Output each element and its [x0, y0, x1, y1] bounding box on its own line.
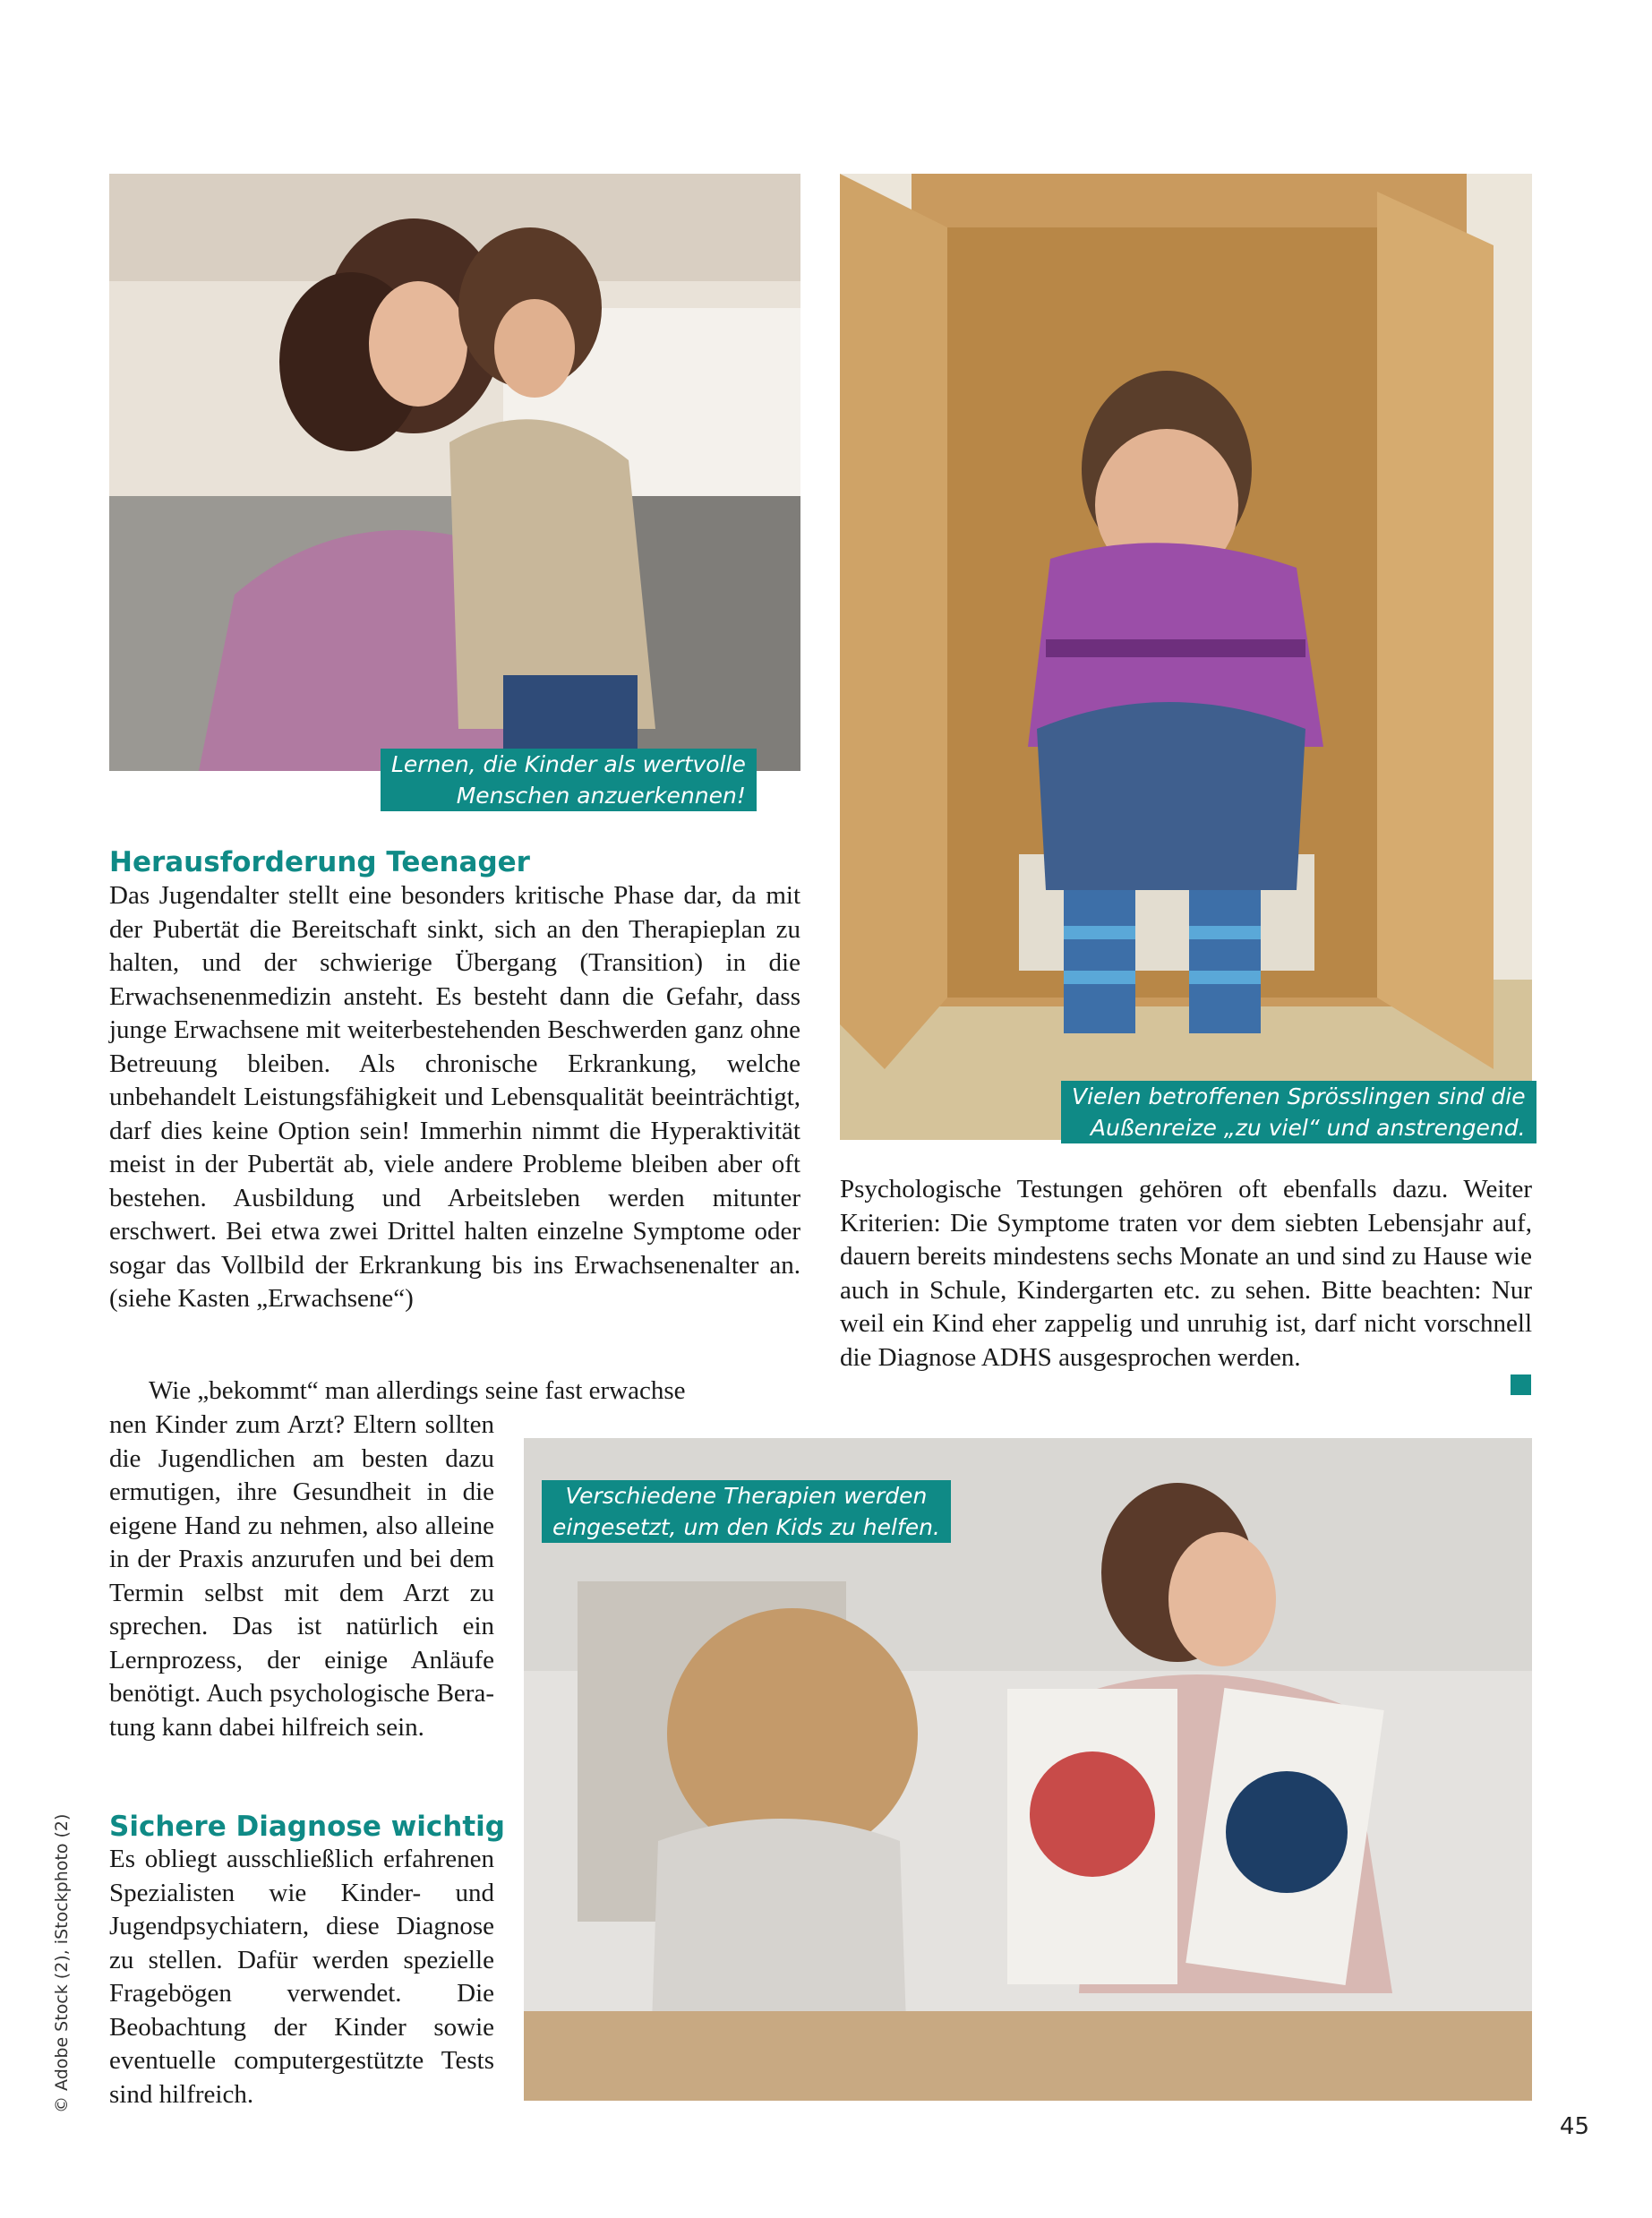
caption-line: eingesetzt, um den Kids zu helfen. [552, 1514, 940, 1540]
caption-mother [381, 749, 757, 811]
heading-teenager: Herausforderung Teenager [109, 846, 530, 878]
para2-start: Wie „bekommt“ man allerdings seine fast erwachse [149, 1376, 686, 1405]
caption-line: Vielen betroffenen Sprösslingen sind die [1072, 1083, 1526, 1109]
caption-therapy [542, 1480, 951, 1543]
heading-diagnosis: Sichere Diagnose wichtig [109, 1811, 505, 1843]
end-mark [1511, 1374, 1531, 1395]
body-teenager-para2-narrow: nen Kinder zum Arzt? Eltern sollten die Jugendlichen am besten dazu ermutigen, ihre Gesundheit in die eigene Hand zu nehmen, also alleine in der Praxis anzurufen und bei dem Termin selbst mit dem Arzt zu sprechen. Das ist natürlich ein Lernprozess, der einige Anläufe benötigt. Auch psychologische Beratung kann dabei hilfreich sein. [109, 1410, 494, 1742]
photo-mother-child [109, 174, 800, 771]
body-teenager-para2-wide [109, 1374, 800, 1409]
photo-child-in-box [840, 174, 1532, 1140]
page-number: 45 [1559, 2113, 1589, 2140]
body-right-column: Psychologische Testungen gehören oft ebenfalls dazu. Weiter Kriterien: Die Symptome traten vor dem siebten Lebensjahr auf, dauern bereits mindestens sechs Monate an und sind zu Hause wie auch in Schule, Kindergarten etc. zu sehen. Bitte beachten: Nur weil ein Kind eher zappelig und unruhig ist, darf nicht vorschnell die Diagnose ADHS ausgesprochen werden. [840, 1175, 1532, 1372]
body-teenager: Das Jugendalter stellt eine besonders kritische Phase dar, da mit der Pubertät die Bereitschaft sinkt, sich an den Therapieplan zu halten, und der schwierige Übergang (Transition) in die Erwachsenenmedizin ansteht. Es besteht dann die Gefahr, dass junge Erwachsene mit weiterbestehenden Beschwerden ganz ohne Betreuung bleiben. Als chronische Erkrankung, welche unbehandelt Leistungsfähigkeit und Lebensqualität beeinträchtigt, darf dies keine Option sein! Immerhin nimmt die Hyperaktivität meist in der Pubertät ab, viele andere Probleme bleiben aber oft bestehen. Ausbildung und Arbeitsleben werden mitunter erschwert. Bei etwa zwei Drittel halten einzelne Symptome oder sogar das Vollbild der Erkrankung bis ins Erwachsenenalter an. (siehe Kasten „Erwachsene“) [109, 881, 800, 1313]
caption-line: Außenreize „zu viel“ und anstrengend. [1090, 1115, 1526, 1141]
caption-line: Menschen anzuerkennen! [456, 783, 746, 809]
caption-box [1061, 1081, 1536, 1143]
caption-line: Verschiedene Therapien werden [565, 1483, 928, 1509]
body-diagnosis: Es obliegt ausschließlich erfahrenen Spezialisten wie Kinder- und Jugendpsychiatern, diese Diagnose zu stellen. Dafür werden spezielle Fragebögen verwendet. Die Beobachtung der Kinder sowie eventuelle computergestützte Tests sind hilfreich. [109, 1845, 494, 2109]
photo-credit: © Adobe Stock (2), iStockphoto (2) [52, 1813, 72, 2113]
caption-line: Lernen, die Kinder als wertvolle [391, 751, 746, 777]
